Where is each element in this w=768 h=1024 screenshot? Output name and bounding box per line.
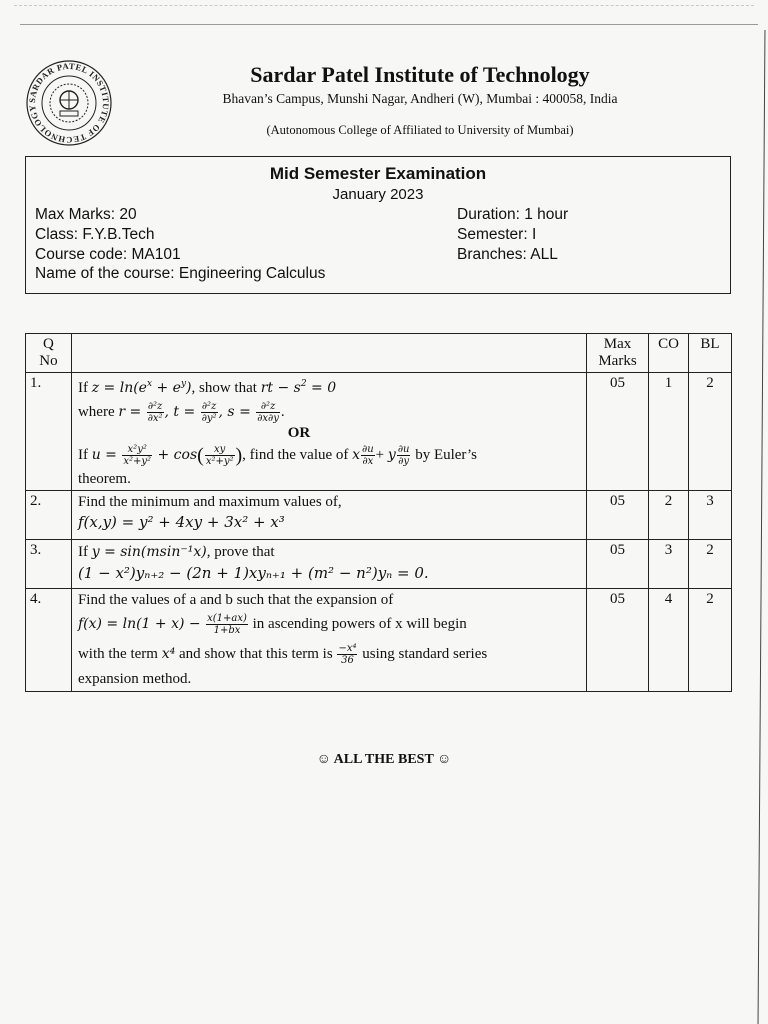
header-question: [71, 334, 586, 373]
question-max-marks: 05: [587, 373, 649, 491]
header-co: CO: [649, 334, 689, 373]
institute-seal-logo: [24, 58, 114, 148]
footer-message: ☺ ALL THE BEST ☺: [316, 752, 452, 767]
question-max-marks: 05: [587, 490, 649, 539]
question-text: If $z = \ln(e^x + e^y)$, show that rt − $s^2 = 0$ where r = $\frac{\text{∂²z}}{\text{∂x²}}$ , t = $\frac{\text{∂²z}}{\text{∂y²}}$ , s = $\frac{\text{∂²z}}{\partial x\partial y}$ . OR If u = $\frac{\text{x²y²}}{\text{x²+y²}}$ + cos( $\frac{xy}{\text{x²+y²}}$ ), find the value of x $\frac{\partial u}{\partial x}$ + y $\frac{\partial u}{\partial y}$ by Euler’s theorem.: [71, 373, 586, 491]
question-bl: 3: [688, 490, 731, 539]
question-co: 4: [649, 588, 689, 691]
question-co: 2: [649, 490, 689, 539]
duration: Duration: 1 hour: [457, 206, 569, 223]
question-number: 3.: [26, 539, 72, 588]
course-code: Course code: MA101: [35, 245, 181, 263]
question-co: 3: [649, 539, 689, 588]
questions-table: [25, 333, 732, 692]
question-bl: 2: [688, 588, 731, 691]
table-row: [26, 490, 732, 539]
question-number: 4.: [26, 588, 72, 691]
question-text: Find the values of a and b such that the expansion of f(x) = ln(1 + x) − $\frac{x(1+ax)}{1+bx}$ in ascending powers of x will begin with the term x⁴ and show that this term is $\frac{\text{−x⁴}}{36}$ using standard series expansion method.: [71, 588, 586, 691]
class-info: Class: F.Y.B.Tech: [35, 225, 155, 243]
scan-artifact-line: [20, 24, 758, 25]
question-number: 2.: [26, 490, 72, 539]
exam-info-left: [35, 205, 325, 284]
exam-date: January 2023: [332, 186, 424, 203]
question-bl: 2: [688, 373, 731, 491]
question-max-marks: 05: [587, 539, 649, 588]
header-bl: BL: [688, 334, 731, 373]
institute-affiliation: (Autonomous College of Affiliated to University of Mumbai): [266, 123, 574, 137]
header-q-no: Q No: [26, 334, 72, 373]
exam-title: Mid Semester Examination: [269, 164, 487, 183]
exam-details-box: [25, 156, 731, 294]
question-number: 1.: [26, 373, 72, 491]
institute-header: [20, 58, 750, 150]
scan-edge: [758, 30, 766, 1024]
course-name: Name of the course: Engineering Calculus: [35, 265, 326, 283]
max-marks: Max Marks: 20: [35, 206, 137, 223]
question-max-marks: 05: [587, 588, 649, 691]
header-max-marks: Max Marks: [587, 334, 649, 373]
question-co: 1: [649, 373, 689, 491]
exam-info-right: [457, 205, 568, 264]
svg-text:SARDAR PATEL INSTITUTE OF TECH: SARDAR PATEL INSTITUTE OF TECHNOLOGY: [26, 60, 112, 146]
table-header-row: [26, 334, 732, 373]
table-row: [26, 539, 732, 588]
table-row: [26, 588, 732, 691]
table-row: [26, 373, 732, 491]
question-text: Find the minimum and maximum values of, f(x,y) = y² + 4xy + 3x² + x³: [71, 490, 586, 539]
branches: Branches: ALL: [457, 245, 558, 263]
institute-address: Bhavan’s Campus, Munshi Nagar, Andheri (W), Mumbai : 400058, India: [222, 91, 618, 106]
question-text: If y = sin(msin⁻¹x), prove that (1 − x²)yₙ₊₂ − (2n + 1)xyₙ₊₁ + (m² − n²)yₙ = 0.: [71, 539, 586, 588]
semester: Semester: I: [457, 225, 537, 243]
or-separator: OR: [287, 425, 311, 441]
institute-name: Sardar Patel Institute of Technology: [250, 62, 590, 87]
question-bl: 2: [688, 539, 731, 588]
scan-artifact-dashed: [14, 5, 754, 6]
